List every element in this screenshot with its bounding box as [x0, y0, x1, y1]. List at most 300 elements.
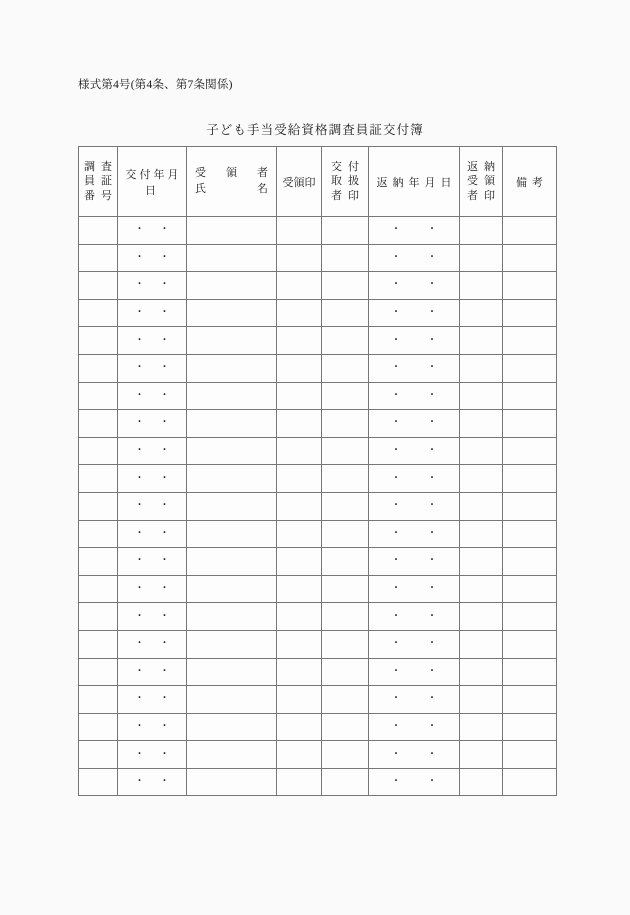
cell-badge-number[interactable]	[79, 492, 118, 520]
entry-field[interactable]	[187, 659, 276, 686]
cell-badge-number[interactable]	[79, 354, 118, 382]
cell-issuer-seal[interactable]	[322, 410, 369, 438]
cell-badge-number[interactable]	[79, 741, 118, 769]
entry-field[interactable]	[187, 603, 276, 630]
entry-field[interactable]	[187, 327, 276, 354]
entry-field[interactable]	[79, 686, 117, 713]
cell-return-date[interactable]	[369, 686, 460, 714]
cell-recipient-name[interactable]	[187, 327, 277, 355]
entry-field[interactable]	[503, 245, 556, 272]
entry-field[interactable]	[503, 603, 556, 630]
cell-issuer-seal[interactable]	[322, 686, 369, 714]
entry-field[interactable]	[277, 245, 321, 272]
cell-return-date[interactable]	[369, 575, 460, 603]
entry-field[interactable]	[460, 714, 502, 741]
cell-remarks[interactable]	[503, 272, 557, 300]
cell-remarks[interactable]	[503, 437, 557, 465]
cell-return-seal[interactable]	[460, 575, 503, 603]
date-entry-field[interactable]	[369, 631, 459, 658]
cell-issuer-seal[interactable]	[322, 382, 369, 410]
cell-return-date[interactable]	[369, 410, 460, 438]
entry-field[interactable]	[79, 741, 117, 768]
cell-issue-date[interactable]	[118, 575, 187, 603]
date-entry-field[interactable]	[118, 521, 186, 548]
entry-field[interactable]	[322, 438, 368, 465]
entry-field[interactable]	[322, 548, 368, 575]
date-entry-field[interactable]	[118, 327, 186, 354]
cell-remarks[interactable]	[503, 410, 557, 438]
date-entry-field[interactable]	[369, 659, 459, 686]
entry-field[interactable]	[322, 631, 368, 658]
date-entry-field[interactable]	[369, 355, 459, 382]
entry-field[interactable]	[322, 603, 368, 630]
entry-field[interactable]	[322, 410, 368, 437]
date-entry-field[interactable]	[369, 769, 459, 796]
cell-issue-date[interactable]	[118, 244, 187, 272]
entry-field[interactable]	[277, 548, 321, 575]
cell-badge-number[interactable]	[79, 272, 118, 300]
entry-field[interactable]	[187, 383, 276, 410]
entry-field[interactable]	[322, 714, 368, 741]
cell-badge-number[interactable]	[79, 603, 118, 631]
date-entry-field[interactable]	[369, 686, 459, 713]
cell-issuer-seal[interactable]	[322, 575, 369, 603]
entry-field[interactable]	[187, 300, 276, 327]
date-entry-field[interactable]	[118, 300, 186, 327]
cell-issue-date[interactable]	[118, 410, 187, 438]
cell-issuer-seal[interactable]	[322, 492, 369, 520]
cell-recipient-name[interactable]	[187, 217, 277, 245]
cell-recipient-name[interactable]	[187, 713, 277, 741]
date-entry-field[interactable]	[369, 714, 459, 741]
cell-remarks[interactable]	[503, 244, 557, 272]
entry-field[interactable]	[187, 217, 276, 244]
entry-field[interactable]	[503, 631, 556, 658]
entry-field[interactable]	[503, 576, 556, 603]
cell-badge-number[interactable]	[79, 713, 118, 741]
cell-return-date[interactable]	[369, 354, 460, 382]
date-entry-field[interactable]	[118, 355, 186, 382]
cell-return-seal[interactable]	[460, 713, 503, 741]
entry-field[interactable]	[460, 217, 502, 244]
cell-remarks[interactable]	[503, 382, 557, 410]
cell-issue-date[interactable]	[118, 520, 187, 548]
date-entry-field[interactable]	[118, 272, 186, 299]
cell-recipient-name[interactable]	[187, 354, 277, 382]
entry-field[interactable]	[79, 272, 117, 299]
date-entry-field[interactable]	[118, 603, 186, 630]
entry-field[interactable]	[79, 355, 117, 382]
date-entry-field[interactable]	[369, 576, 459, 603]
cell-remarks[interactable]	[503, 299, 557, 327]
cell-issuer-seal[interactable]	[322, 548, 369, 576]
entry-field[interactable]	[322, 300, 368, 327]
cell-receipt-seal[interactable]	[277, 244, 322, 272]
date-entry-field[interactable]	[118, 493, 186, 520]
cell-return-date[interactable]	[369, 768, 460, 796]
entry-field[interactable]	[277, 383, 321, 410]
cell-receipt-seal[interactable]	[277, 327, 322, 355]
cell-issue-date[interactable]	[118, 713, 187, 741]
cell-issuer-seal[interactable]	[322, 327, 369, 355]
cell-return-date[interactable]	[369, 217, 460, 245]
cell-issuer-seal[interactable]	[322, 299, 369, 327]
date-entry-field[interactable]	[118, 631, 186, 658]
cell-remarks[interactable]	[503, 630, 557, 658]
cell-issue-date[interactable]	[118, 465, 187, 493]
entry-field[interactable]	[460, 465, 502, 492]
entry-field[interactable]	[277, 714, 321, 741]
entry-field[interactable]	[187, 521, 276, 548]
cell-issue-date[interactable]	[118, 603, 187, 631]
entry-field[interactable]	[187, 548, 276, 575]
entry-field[interactable]	[79, 465, 117, 492]
cell-remarks[interactable]	[503, 520, 557, 548]
cell-receipt-seal[interactable]	[277, 217, 322, 245]
cell-remarks[interactable]	[503, 548, 557, 576]
entry-field[interactable]	[503, 741, 556, 768]
entry-field[interactable]	[277, 741, 321, 768]
entry-field[interactable]	[460, 603, 502, 630]
entry-field[interactable]	[503, 327, 556, 354]
cell-return-seal[interactable]	[460, 603, 503, 631]
cell-return-seal[interactable]	[460, 492, 503, 520]
cell-issuer-seal[interactable]	[322, 217, 369, 245]
cell-remarks[interactable]	[503, 686, 557, 714]
entry-field[interactable]	[503, 438, 556, 465]
entry-field[interactable]	[503, 383, 556, 410]
cell-issuer-seal[interactable]	[322, 630, 369, 658]
date-entry-field[interactable]	[369, 245, 459, 272]
cell-recipient-name[interactable]	[187, 658, 277, 686]
date-entry-field[interactable]	[118, 686, 186, 713]
cell-badge-number[interactable]	[79, 410, 118, 438]
entry-field[interactable]	[187, 714, 276, 741]
entry-field[interactable]	[79, 493, 117, 520]
entry-field[interactable]	[187, 272, 276, 299]
entry-field[interactable]	[322, 355, 368, 382]
entry-field[interactable]	[79, 659, 117, 686]
cell-issue-date[interactable]	[118, 382, 187, 410]
date-entry-field[interactable]	[118, 741, 186, 768]
cell-return-date[interactable]	[369, 327, 460, 355]
cell-issue-date[interactable]	[118, 658, 187, 686]
entry-field[interactable]	[322, 217, 368, 244]
entry-field[interactable]	[187, 631, 276, 658]
date-entry-field[interactable]	[118, 769, 186, 796]
date-entry-field[interactable]	[118, 548, 186, 575]
cell-issue-date[interactable]	[118, 217, 187, 245]
cell-receipt-seal[interactable]	[277, 658, 322, 686]
entry-field[interactable]	[187, 741, 276, 768]
cell-return-date[interactable]	[369, 492, 460, 520]
cell-badge-number[interactable]	[79, 465, 118, 493]
cell-receipt-seal[interactable]	[277, 382, 322, 410]
cell-return-date[interactable]	[369, 658, 460, 686]
entry-field[interactable]	[503, 493, 556, 520]
cell-return-seal[interactable]	[460, 299, 503, 327]
entry-field[interactable]	[79, 438, 117, 465]
entry-field[interactable]	[503, 300, 556, 327]
date-entry-field[interactable]	[118, 576, 186, 603]
cell-remarks[interactable]	[503, 492, 557, 520]
cell-receipt-seal[interactable]	[277, 520, 322, 548]
cell-remarks[interactable]	[503, 658, 557, 686]
date-entry-field[interactable]	[369, 603, 459, 630]
cell-return-date[interactable]	[369, 548, 460, 576]
cell-return-seal[interactable]	[460, 217, 503, 245]
cell-receipt-seal[interactable]	[277, 768, 322, 796]
date-entry-field[interactable]	[118, 465, 186, 492]
date-entry-field[interactable]	[369, 327, 459, 354]
cell-issuer-seal[interactable]	[322, 713, 369, 741]
cell-return-date[interactable]	[369, 437, 460, 465]
entry-field[interactable]	[322, 769, 368, 796]
entry-field[interactable]	[187, 576, 276, 603]
entry-field[interactable]	[187, 465, 276, 492]
entry-field[interactable]	[460, 548, 502, 575]
cell-remarks[interactable]	[503, 217, 557, 245]
entry-field[interactable]	[79, 769, 117, 796]
cell-receipt-seal[interactable]	[277, 741, 322, 769]
cell-remarks[interactable]	[503, 741, 557, 769]
cell-issue-date[interactable]	[118, 492, 187, 520]
date-entry-field[interactable]	[369, 217, 459, 244]
entry-field[interactable]	[503, 659, 556, 686]
entry-field[interactable]	[322, 521, 368, 548]
cell-receipt-seal[interactable]	[277, 603, 322, 631]
entry-field[interactable]	[460, 300, 502, 327]
date-entry-field[interactable]	[369, 410, 459, 437]
entry-field[interactable]	[322, 741, 368, 768]
cell-return-seal[interactable]	[460, 410, 503, 438]
cell-issue-date[interactable]	[118, 630, 187, 658]
entry-field[interactable]	[79, 410, 117, 437]
entry-field[interactable]	[79, 521, 117, 548]
cell-receipt-seal[interactable]	[277, 630, 322, 658]
date-entry-field[interactable]	[118, 714, 186, 741]
entry-field[interactable]	[322, 659, 368, 686]
cell-badge-number[interactable]	[79, 244, 118, 272]
cell-return-seal[interactable]	[460, 741, 503, 769]
cell-remarks[interactable]	[503, 327, 557, 355]
entry-field[interactable]	[503, 272, 556, 299]
cell-recipient-name[interactable]	[187, 465, 277, 493]
entry-field[interactable]	[277, 217, 321, 244]
cell-return-seal[interactable]	[460, 327, 503, 355]
entry-field[interactable]	[460, 576, 502, 603]
entry-field[interactable]	[277, 327, 321, 354]
entry-field[interactable]	[187, 769, 276, 796]
entry-field[interactable]	[460, 383, 502, 410]
cell-receipt-seal[interactable]	[277, 272, 322, 300]
entry-field[interactable]	[79, 714, 117, 741]
entry-field[interactable]	[187, 686, 276, 713]
cell-receipt-seal[interactable]	[277, 548, 322, 576]
date-entry-field[interactable]	[118, 410, 186, 437]
cell-receipt-seal[interactable]	[277, 299, 322, 327]
date-entry-field[interactable]	[369, 383, 459, 410]
entry-field[interactable]	[460, 741, 502, 768]
cell-return-date[interactable]	[369, 244, 460, 272]
cell-return-date[interactable]	[369, 299, 460, 327]
entry-field[interactable]	[460, 769, 502, 796]
cell-receipt-seal[interactable]	[277, 437, 322, 465]
date-entry-field[interactable]	[118, 217, 186, 244]
entry-field[interactable]	[79, 383, 117, 410]
cell-issue-date[interactable]	[118, 354, 187, 382]
entry-field[interactable]	[277, 576, 321, 603]
entry-field[interactable]	[277, 686, 321, 713]
entry-field[interactable]	[322, 686, 368, 713]
cell-receipt-seal[interactable]	[277, 575, 322, 603]
date-entry-field[interactable]	[369, 493, 459, 520]
cell-issuer-seal[interactable]	[322, 465, 369, 493]
entry-field[interactable]	[322, 272, 368, 299]
date-entry-field[interactable]	[369, 438, 459, 465]
entry-field[interactable]	[503, 217, 556, 244]
entry-field[interactable]	[187, 355, 276, 382]
cell-badge-number[interactable]	[79, 217, 118, 245]
entry-field[interactable]	[79, 631, 117, 658]
entry-field[interactable]	[277, 272, 321, 299]
entry-field[interactable]	[460, 631, 502, 658]
entry-field[interactable]	[460, 493, 502, 520]
entry-field[interactable]	[460, 245, 502, 272]
date-entry-field[interactable]	[369, 300, 459, 327]
entry-field[interactable]	[460, 438, 502, 465]
cell-return-seal[interactable]	[460, 686, 503, 714]
entry-field[interactable]	[79, 603, 117, 630]
entry-field[interactable]	[322, 465, 368, 492]
entry-field[interactable]	[503, 548, 556, 575]
cell-recipient-name[interactable]	[187, 630, 277, 658]
entry-field[interactable]	[460, 272, 502, 299]
entry-field[interactable]	[460, 327, 502, 354]
entry-field[interactable]	[503, 465, 556, 492]
cell-return-seal[interactable]	[460, 437, 503, 465]
entry-field[interactable]	[460, 659, 502, 686]
cell-badge-number[interactable]	[79, 630, 118, 658]
entry-field[interactable]	[460, 686, 502, 713]
entry-field[interactable]	[460, 410, 502, 437]
cell-issuer-seal[interactable]	[322, 244, 369, 272]
cell-return-seal[interactable]	[460, 630, 503, 658]
entry-field[interactable]	[277, 465, 321, 492]
cell-issuer-seal[interactable]	[322, 603, 369, 631]
date-entry-field[interactable]	[118, 438, 186, 465]
cell-badge-number[interactable]	[79, 382, 118, 410]
cell-recipient-name[interactable]	[187, 520, 277, 548]
date-entry-field[interactable]	[369, 272, 459, 299]
entry-field[interactable]	[79, 576, 117, 603]
date-entry-field[interactable]	[118, 659, 186, 686]
cell-badge-number[interactable]	[79, 299, 118, 327]
cell-issue-date[interactable]	[118, 741, 187, 769]
date-entry-field[interactable]	[369, 741, 459, 768]
cell-issue-date[interactable]	[118, 327, 187, 355]
cell-issue-date[interactable]	[118, 686, 187, 714]
cell-recipient-name[interactable]	[187, 299, 277, 327]
cell-recipient-name[interactable]	[187, 410, 277, 438]
entry-field[interactable]	[460, 355, 502, 382]
entry-field[interactable]	[277, 493, 321, 520]
entry-field[interactable]	[503, 521, 556, 548]
cell-recipient-name[interactable]	[187, 272, 277, 300]
cell-return-seal[interactable]	[460, 548, 503, 576]
cell-issuer-seal[interactable]	[322, 741, 369, 769]
entry-field[interactable]	[187, 410, 276, 437]
date-entry-field[interactable]	[369, 548, 459, 575]
entry-field[interactable]	[277, 438, 321, 465]
cell-badge-number[interactable]	[79, 548, 118, 576]
cell-return-date[interactable]	[369, 741, 460, 769]
cell-return-seal[interactable]	[460, 354, 503, 382]
cell-return-seal[interactable]	[460, 382, 503, 410]
cell-return-seal[interactable]	[460, 465, 503, 493]
cell-return-date[interactable]	[369, 630, 460, 658]
cell-issue-date[interactable]	[118, 299, 187, 327]
cell-recipient-name[interactable]	[187, 244, 277, 272]
entry-field[interactable]	[322, 327, 368, 354]
cell-issuer-seal[interactable]	[322, 520, 369, 548]
cell-remarks[interactable]	[503, 575, 557, 603]
entry-field[interactable]	[503, 410, 556, 437]
cell-badge-number[interactable]	[79, 768, 118, 796]
entry-field[interactable]	[277, 521, 321, 548]
cell-remarks[interactable]	[503, 713, 557, 741]
cell-remarks[interactable]	[503, 603, 557, 631]
entry-field[interactable]	[79, 245, 117, 272]
cell-badge-number[interactable]	[79, 658, 118, 686]
entry-field[interactable]	[187, 493, 276, 520]
cell-badge-number[interactable]	[79, 327, 118, 355]
cell-receipt-seal[interactable]	[277, 410, 322, 438]
cell-return-date[interactable]	[369, 272, 460, 300]
entry-field[interactable]	[187, 245, 276, 272]
cell-receipt-seal[interactable]	[277, 465, 322, 493]
cell-return-date[interactable]	[369, 465, 460, 493]
cell-issue-date[interactable]	[118, 272, 187, 300]
cell-issuer-seal[interactable]	[322, 658, 369, 686]
cell-return-seal[interactable]	[460, 768, 503, 796]
cell-badge-number[interactable]	[79, 437, 118, 465]
entry-field[interactable]	[460, 521, 502, 548]
cell-return-date[interactable]	[369, 603, 460, 631]
date-entry-field[interactable]	[369, 465, 459, 492]
entry-field[interactable]	[79, 300, 117, 327]
entry-field[interactable]	[322, 493, 368, 520]
cell-recipient-name[interactable]	[187, 768, 277, 796]
cell-badge-number[interactable]	[79, 686, 118, 714]
cell-recipient-name[interactable]	[187, 492, 277, 520]
cell-return-seal[interactable]	[460, 272, 503, 300]
entry-field[interactable]	[322, 383, 368, 410]
entry-field[interactable]	[277, 659, 321, 686]
cell-badge-number[interactable]	[79, 575, 118, 603]
entry-field[interactable]	[79, 327, 117, 354]
cell-recipient-name[interactable]	[187, 437, 277, 465]
cell-receipt-seal[interactable]	[277, 492, 322, 520]
cell-receipt-seal[interactable]	[277, 686, 322, 714]
cell-badge-number[interactable]	[79, 520, 118, 548]
entry-field[interactable]	[277, 631, 321, 658]
cell-issue-date[interactable]	[118, 768, 187, 796]
cell-return-seal[interactable]	[460, 658, 503, 686]
cell-return-date[interactable]	[369, 520, 460, 548]
cell-receipt-seal[interactable]	[277, 354, 322, 382]
entry-field[interactable]	[503, 714, 556, 741]
